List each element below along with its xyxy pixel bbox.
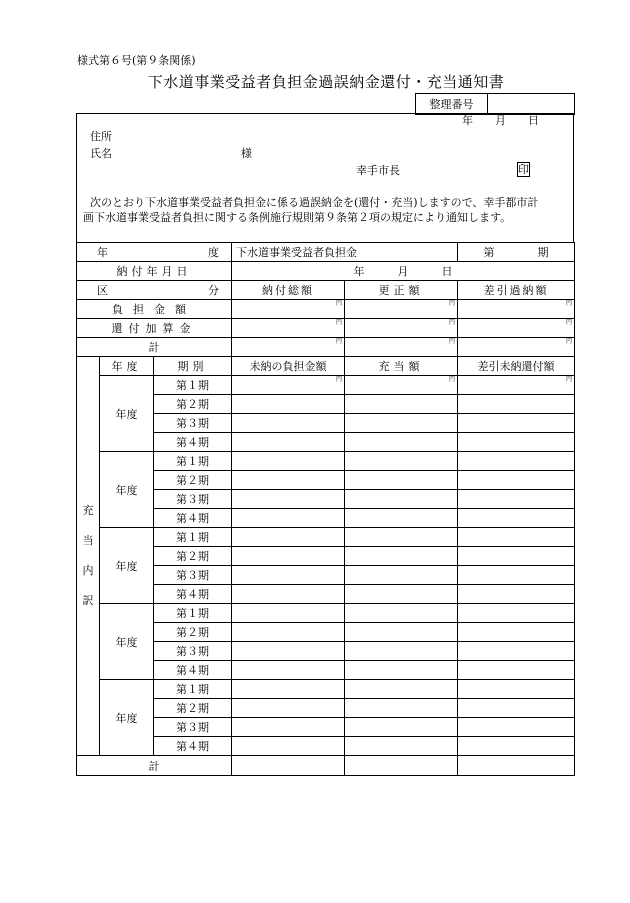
address-label: 住所 (90, 130, 112, 143)
side-char: 当 (82, 534, 94, 547)
amount-cell[interactable] (232, 756, 345, 776)
amount-cell[interactable] (345, 395, 458, 414)
amount-cell[interactable] (345, 585, 458, 604)
amount-cell[interactable] (345, 756, 458, 776)
amount-cell[interactable] (345, 718, 458, 737)
amount-cell[interactable] (458, 680, 575, 699)
period-label: 第３期 (154, 490, 232, 509)
name-label: 氏名 (90, 147, 112, 160)
amount-header-row (77, 281, 575, 300)
period-label: 第３期 (154, 642, 232, 661)
amount-cell[interactable] (458, 452, 575, 471)
year-row (77, 243, 575, 262)
charge-name-text: 下水道事業受益者負担金 (236, 246, 357, 259)
allocation-header-row (77, 357, 575, 376)
year-label: 年 (97, 246, 108, 259)
amount-cell[interactable] (458, 604, 575, 623)
amount-cell[interactable] (458, 490, 575, 509)
year-label-suffix: 度 (208, 246, 219, 259)
amount-cell[interactable] (458, 395, 575, 414)
charge-name (232, 243, 458, 262)
amount-total-label: 計 (77, 338, 232, 357)
period-label: 第１期 (154, 528, 232, 547)
side-char: 充 (82, 504, 94, 517)
allocation-row (77, 376, 575, 395)
kubun-suffix: 分 (208, 284, 219, 297)
amount-cell[interactable] (458, 661, 575, 680)
yen-mark[interactable]: 円 (232, 319, 345, 338)
amount-cell[interactable] (345, 547, 458, 566)
side-char: 内 (82, 564, 94, 577)
amount-cell[interactable] (232, 566, 345, 585)
period-label: 第３期 (154, 414, 232, 433)
amount-cell[interactable] (345, 528, 458, 547)
document-title: 下水道事業受益者負担金過誤納金還付・充当通知書 (147, 73, 505, 91)
form-number-label: 様式第６号(第９条関係) (77, 54, 196, 67)
amount-cell[interactable] (232, 699, 345, 718)
period-label: 第１期 (154, 376, 232, 395)
amount-cell[interactable] (458, 509, 575, 528)
notice-grid (76, 242, 575, 776)
amount-cell[interactable] (345, 699, 458, 718)
amount-cell[interactable] (458, 547, 575, 566)
amount-cell[interactable] (345, 471, 458, 490)
reference-number-table (415, 93, 575, 115)
yen-mark[interactable]: 円 (458, 376, 575, 395)
term-suffix: 期 (537, 246, 549, 259)
amount-cell[interactable] (232, 433, 345, 452)
period-label: 第３期 (154, 566, 232, 585)
burden-amount-row (77, 300, 575, 319)
reference-number-label: 整理番号 (416, 94, 488, 115)
yen-mark[interactable]: 円 (232, 300, 345, 319)
header-total-paid: 納付総額 (232, 281, 345, 300)
refund-interest-row (77, 319, 575, 338)
allocation-row (77, 452, 575, 471)
refund-interest-label: 還付加算金 (77, 319, 232, 338)
year-label-cell (77, 243, 232, 262)
allocation-year-cell[interactable]: 年度 (100, 452, 154, 528)
amount-cell[interactable] (458, 414, 575, 433)
amount-cell[interactable] (232, 737, 345, 756)
allocation-row (77, 528, 575, 547)
honorific-sama: 様 (241, 147, 252, 160)
amount-cell[interactable] (232, 680, 345, 699)
header-overpaid: 差引過納額 (458, 281, 575, 300)
allocation-year-cell[interactable]: 年度 (100, 680, 154, 756)
yen-mark[interactable]: 円 (232, 376, 345, 395)
amount-cell[interactable] (232, 471, 345, 490)
amount-cell[interactable] (345, 490, 458, 509)
period-label: 第２期 (154, 395, 232, 414)
amount-cell[interactable] (345, 433, 458, 452)
yen-mark[interactable]: 円 (232, 338, 345, 357)
header-correction: 更正額 (345, 281, 458, 300)
amount-cell[interactable] (458, 528, 575, 547)
amount-cell[interactable] (232, 395, 345, 414)
kubun-label: 区 (97, 284, 108, 297)
amount-cell[interactable] (458, 623, 575, 642)
yen-mark[interactable]: 円 (458, 300, 575, 319)
amount-cell[interactable] (232, 604, 345, 623)
amount-total-row (77, 338, 575, 357)
amount-cell[interactable] (345, 509, 458, 528)
yen-mark[interactable]: 円 (458, 319, 575, 338)
amount-cell[interactable] (458, 718, 575, 737)
period-label: 第２期 (154, 699, 232, 718)
allocation-row (77, 680, 575, 699)
amount-cell[interactable] (232, 414, 345, 433)
payment-date-value[interactable]: 年 月 日 (232, 262, 575, 281)
term-cell[interactable] (458, 243, 575, 262)
payment-date-row (77, 262, 575, 281)
amount-cell[interactable] (458, 756, 575, 776)
header-period: 期別 (154, 357, 232, 376)
notice-body-line-2: 画下水道事業受益者負担に関する条例施行規則第９条第２項の規定により通知します。 (83, 211, 512, 224)
kubun-label-cell (77, 281, 232, 300)
amount-cell[interactable] (345, 452, 458, 471)
amount-cell[interactable] (458, 566, 575, 585)
amount-cell[interactable] (458, 737, 575, 756)
allocation-year-cell[interactable]: 年度 (100, 528, 154, 604)
amount-cell[interactable] (232, 718, 345, 737)
period-label: 第４期 (154, 661, 232, 680)
issuer-mayor: 幸手市長 (356, 164, 400, 177)
allocation-row (77, 604, 575, 623)
amount-cell[interactable] (232, 528, 345, 547)
amount-cell[interactable] (458, 642, 575, 661)
period-label: 第４期 (154, 509, 232, 528)
amount-cell[interactable] (458, 585, 575, 604)
amount-cell[interactable] (232, 585, 345, 604)
amount-cell[interactable] (458, 471, 575, 490)
period-label: 第２期 (154, 623, 232, 642)
burden-amount-label: 負担金額 (77, 300, 232, 319)
allocation-total-label: 計 (77, 756, 232, 776)
amount-cell[interactable] (232, 452, 345, 471)
amount-cell[interactable] (232, 509, 345, 528)
amount-cell[interactable] (232, 490, 345, 509)
seal-mark: 印 (518, 163, 529, 176)
yen-mark[interactable]: 円 (345, 376, 458, 395)
yen-mark[interactable]: 円 (345, 300, 458, 319)
amount-cell[interactable] (345, 680, 458, 699)
period-label: 第４期 (154, 737, 232, 756)
period-label: 第１期 (154, 680, 232, 699)
header-net-unpaid: 差引未納還付額 (458, 357, 575, 376)
amount-cell[interactable] (458, 433, 575, 452)
reference-number-field[interactable] (488, 94, 575, 115)
allocation-total-row (77, 756, 575, 776)
amount-cell[interactable] (345, 623, 458, 642)
amount-cell[interactable] (458, 699, 575, 718)
header-unpaid: 未納の負担金額 (232, 357, 345, 376)
allocation-year-cell[interactable]: 年度 (100, 604, 154, 680)
amount-cell[interactable] (345, 566, 458, 585)
yen-mark[interactable]: 円 (345, 338, 458, 357)
amount-cell[interactable] (345, 737, 458, 756)
amount-cell[interactable] (232, 547, 345, 566)
payment-date-label: 納付年月日 (77, 262, 232, 281)
period-label: 第２期 (154, 547, 232, 566)
header-year: 年度 (100, 357, 154, 376)
yen-mark[interactable]: 円 (345, 319, 458, 338)
amount-cell[interactable] (345, 642, 458, 661)
period-label: 第４期 (154, 585, 232, 604)
amount-cell[interactable] (232, 661, 345, 680)
header-allocated: 充当額 (345, 357, 458, 376)
term-label: 第 (483, 246, 495, 259)
period-label: 第１期 (154, 452, 232, 471)
notice-header-box (76, 113, 574, 242)
amount-cell[interactable] (345, 604, 458, 623)
amount-cell[interactable] (345, 661, 458, 680)
period-label: 第２期 (154, 471, 232, 490)
period-label: 第４期 (154, 433, 232, 452)
allocation-year-cell[interactable]: 年度 (100, 376, 154, 452)
period-label: 第１期 (154, 604, 232, 623)
amount-cell[interactable] (345, 414, 458, 433)
issue-date: 年 月 日 (462, 114, 539, 127)
yen-mark[interactable]: 円 (458, 338, 575, 357)
period-label: 第３期 (154, 718, 232, 737)
notice-body-line-1: 次のとおり下水道事業受益者負担金に係る過誤納金を(還付・充当)しますので、幸手都市計 (90, 196, 539, 209)
amount-cell[interactable] (232, 623, 345, 642)
side-char: 訳 (82, 594, 94, 607)
amount-cell[interactable] (232, 642, 345, 661)
allocation-side-label (77, 357, 100, 756)
